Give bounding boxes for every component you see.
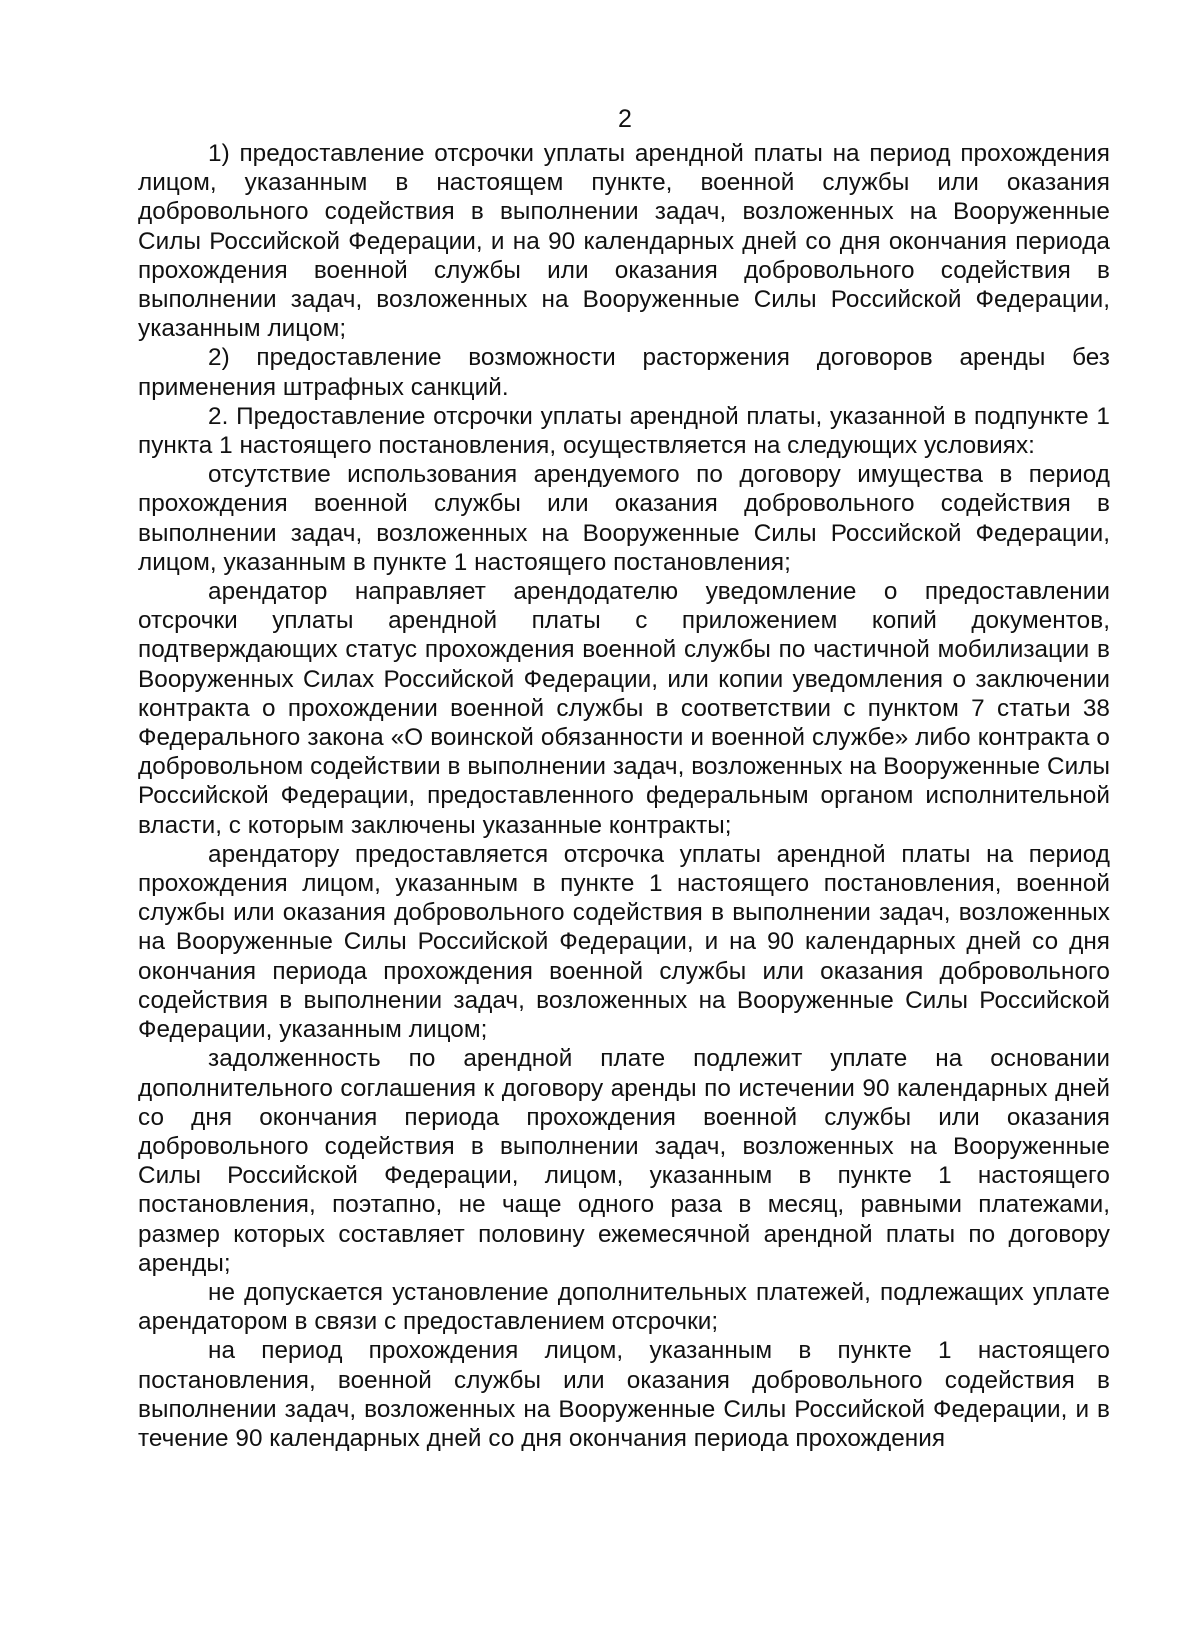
paragraph-condition-2: арендатор направляет арендодателю уведомление о предоставлении отсрочки уплаты арендной платы с приложением копий документов, подтверждающих статус прохождения военной службы по частичной мобилизации в Вооруженных Силах Российской Федерации, или копии уведомления о заключении контракта о прохождении военной службы в соответствии с пунктом 7 статьи 38 Федерального закона «О воинской обязанности и военной службе» либо контракта о добровольном содействии в выполнении задач, возложенных на Вооруженные Силы Российской Федерации, предоставленного федеральным органом исполнительной власти, с которым заключены указанные контракты;: [138, 578, 1110, 839]
paragraph-condition-3: арендатору предоставляется отсрочка уплаты арендной платы на период прохождения лицом, указанным в пункте 1 настоящего постановления, военной службы или оказания добровольного содействия в выполнении задач, возложенных на Вооруженные Силы Российской Федерации, и на 90 календарных дней со дня окончания периода прохождения военной службы или оказания добровольного содействия в выполнении задач, возложенных на Вооруженные Силы Российской Федерации, указанным лицом;: [138, 840, 1110, 1044]
paragraph-condition-4: задолженность по арендной плате подлежит уплате на основании дополнительного соглашения к договору аренды по истечении 90 календарных дней со дня окончания периода прохождения военной службы или оказания добровольного содействия в выполнении задач, возложенных на Вооруженные Силы Российской Федерации, лицом, указанным в пункте 1 настоящего постановления, поэтапно, не чаще одного раза в месяц, равными платежами, размер которых составляет половину ежемесячной арендной платы по договору аренды;: [138, 1045, 1110, 1277]
paragraph-condition-6: на период прохождения лицом, указанным в пункте 1 настоящего постановления, военной службы или оказания добровольного содействия в выполнении задач, возложенных на Вооруженные Силы Российской Федерации, и в течение 90 календарных дней со дня окончания периода прохождения: [138, 1337, 1110, 1452]
paragraph-subitem-1: 1) предоставление отсрочки уплаты арендной платы на период прохождения лицом, указанным в настоящем пункте, военной службы или оказания добровольного содействия в выполнении задач, возложенных на Вооруженные Силы Российской Федерации, и на 90 календарных дней со дня окончания периода прохождения военной службы или оказания добровольного содействия в выполнении задач, возложенных на Вооруженные Силы Российской Федерации, указанным лицом;: [138, 140, 1110, 343]
paragraph-item-2: 2. Предоставление отсрочки уплаты арендной платы, указанной в подпункте 1 пункта 1 настоящего постановления, осуществляется на следующих условиях:: [138, 402, 1110, 460]
document-body: [138, 139, 1110, 1453]
paragraph-condition-5: не допускается установление дополнительных платежей, подлежащих уплате арендатором в связи с предоставлением отсрочки;: [138, 1278, 1110, 1336]
paragraph-condition-1: отсутствие использования арендуемого по договору имущества в период прохождения военной службы или оказания добровольного содействия в выполнении задач, возложенных на Вооруженные Силы Российской Федерации, лицом, указанным в пункте 1 настоящего постановления;: [138, 461, 1110, 576]
page-number: 2: [618, 105, 632, 133]
paragraph-subitem-2: 2) предоставление возможности расторжения договоров аренды без применения штрафных санкций.: [138, 344, 1110, 401]
